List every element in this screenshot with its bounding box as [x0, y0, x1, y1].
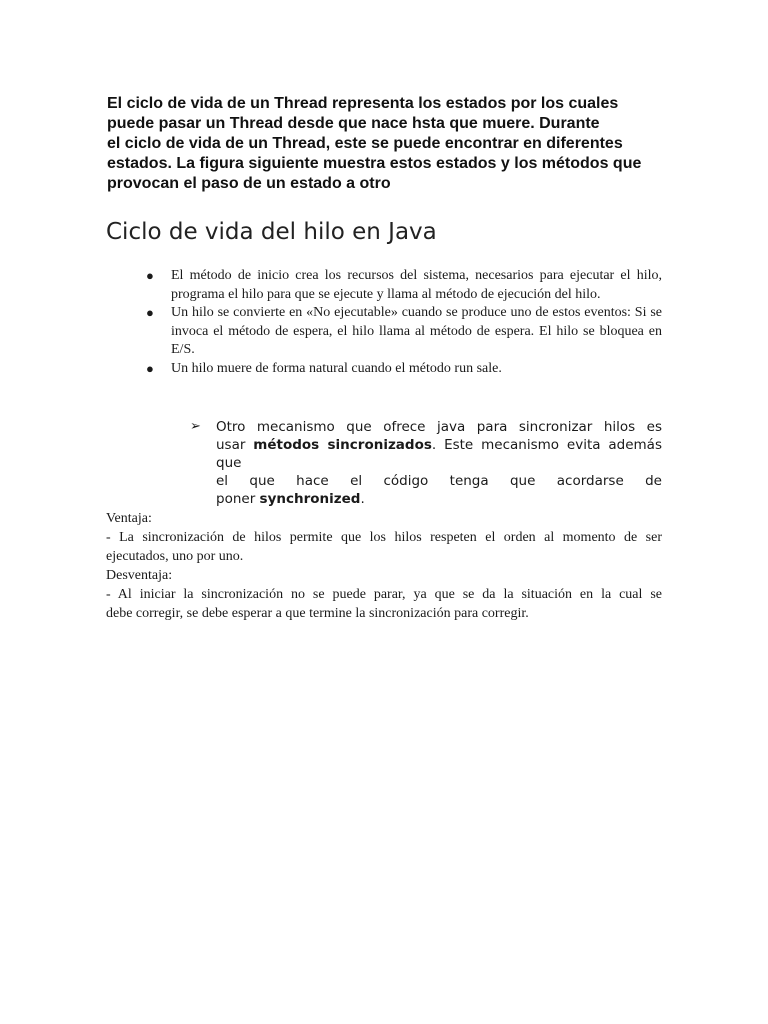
arrow-item-line: el que hace el código tenga que acordarse de: [216, 473, 662, 489]
list-item-text: Un hilo se convierte en «No ejecutable» cuando se produce uno de estos eventos: Si se invoca el método de espera, el hilo llama al método de espera. El hilo se bloquea en E/S.: [171, 305, 662, 357]
intro-line: provocan el paso de un estado a otro: [107, 175, 391, 192]
bullet-list: [146, 267, 662, 378]
arrow-item-text: [216, 418, 662, 508]
list-item: [146, 360, 662, 379]
text-run: usar: [216, 437, 254, 453]
advantage-text: - La sincronización de hilos permite que los hilos respeten el orden al momento de ser: [106, 530, 662, 545]
list-item-text: El método de inicio crea los recursos del sistema, necesarios para ejecutar el hilo, programa el hilo para que se ejecute y llama al método de ejecución del hilo.: [171, 268, 662, 302]
text-run: poner: [216, 491, 260, 507]
arrow-item-line: [216, 436, 662, 472]
disadvantage-label: Desventaja:: [106, 568, 173, 583]
text-run: .: [360, 491, 365, 507]
section-heading: Ciclo de vida del hilo en Java: [106, 219, 437, 245]
arrow-item-line: Otro mecanismo que ofrece java para sincronizar hilos es: [216, 419, 662, 435]
bullet-icon: ●: [146, 360, 154, 376]
bullet-icon: ●: [146, 268, 154, 283]
intro-line: El ciclo de vida de un Thread representa los estados por los cuales: [107, 95, 619, 112]
advantage-text: ejecutados, uno por uno.: [106, 549, 244, 564]
pros-cons-section: [106, 509, 662, 623]
bold-term-synchronized: synchronized: [259, 491, 361, 507]
arrow-list-item: [190, 418, 662, 508]
list-item-text: Un hilo muere de forma natural cuando el método run sale.: [171, 360, 502, 376]
advantage-label: Ventaja:: [106, 511, 152, 526]
intro-paragraph: [107, 94, 667, 194]
arrow-item-line: [216, 490, 662, 508]
arrow-bullet-icon: ➢: [190, 419, 201, 434]
list-item: [146, 304, 662, 360]
bold-term-synchronized-methods: métodos sincronizados: [253, 437, 432, 453]
disadvantage-text: debe corregir, se debe esperar a que termine la sincronización para corregir.: [106, 606, 529, 621]
text-run: . Este mecanismo evita además que: [216, 437, 662, 471]
list-item: [146, 267, 662, 304]
intro-line: el ciclo de vida de un Thread, este se puede encontrar en diferentes: [107, 135, 623, 152]
bullet-icon: ●: [146, 305, 154, 320]
intro-line: puede pasar un Thread desde que nace hsta que muere. Durante: [107, 115, 600, 132]
disadvantage-text: - Al iniciar la sincronización no se puede parar, ya que se da la situación en la cual se: [106, 587, 662, 602]
intro-line: estados. La figura siguiente muestra estos estados y los métodos que: [107, 155, 642, 172]
